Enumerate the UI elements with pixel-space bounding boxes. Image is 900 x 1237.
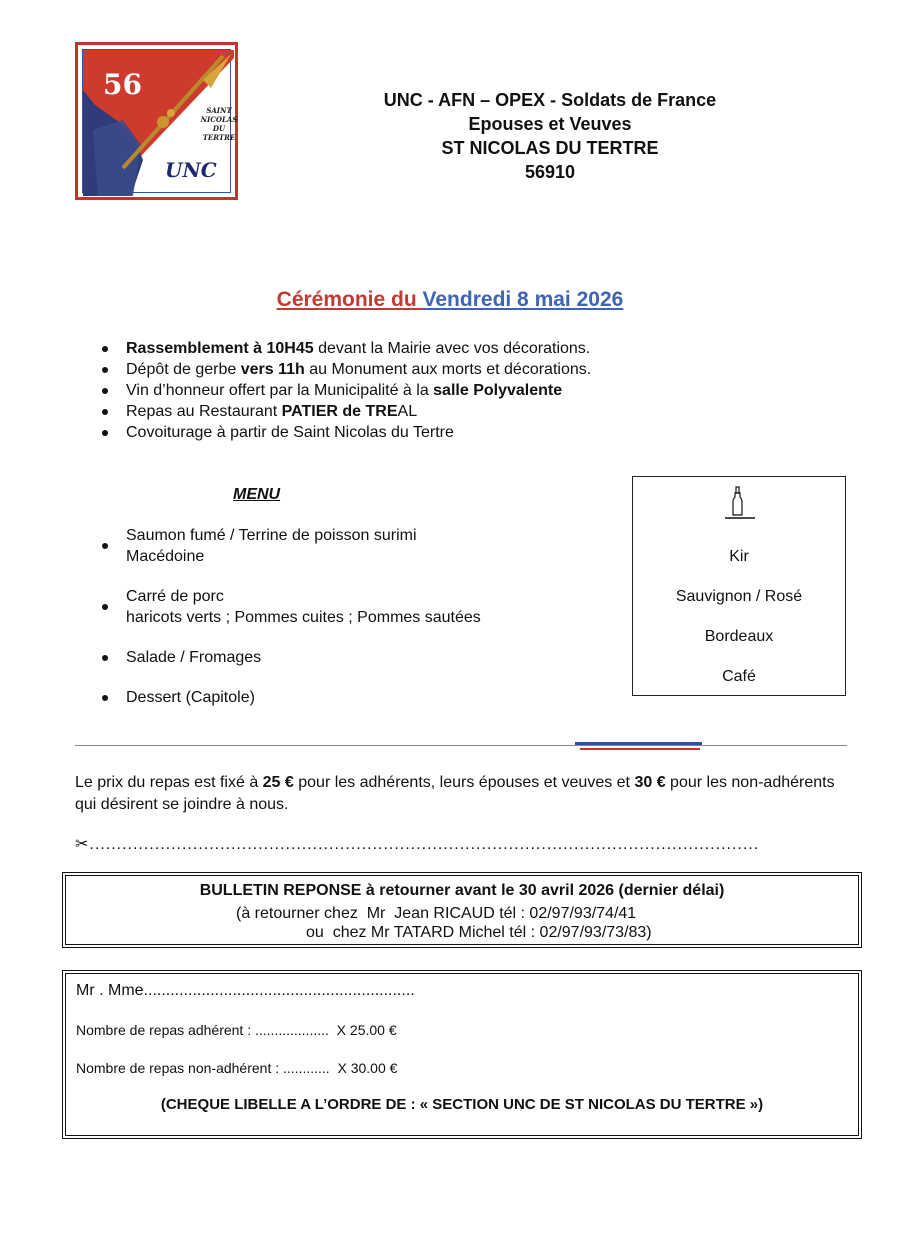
list-item: Rassemblement à 10H45 devant la Mairie avec vos décorations. [100,338,591,359]
list-item: Dépôt de gerbe vers 11h au Monument aux morts et décorations. [100,359,591,380]
list-item: Vin d’honneur offert par la Municipalité à la salle Polyvalente [100,380,591,401]
price-paragraph: Le prix du repas est fixé à 25 € pour les adhérents, leurs épouses et veuves et 30 € pour les non-adhérents qui désirent se joindre à nous. [75,774,835,813]
header-line4: 56910 [524,162,576,182]
drink-item: Bordeaux [704,628,774,645]
cut-line [75,834,759,854]
name-field[interactable]: Mr . Mme............................................................. [76,982,415,999]
menu-item: Carré de porc haricots verts ; Pommes cuites ; Pommes sautées [100,586,481,628]
cheque-instruction: (CHEQUE LIBELLE A L’ORDRE DE : « SECTION UNC DE ST NICOLAS DU TERTRE ») [160,1096,764,1113]
header-line1: UNC - AFN – OPEX - Soldats de France [383,90,717,110]
logo-unc: UNC [165,158,217,182]
list-item: Repas au Restaurant PATIER de TREAL [100,401,591,422]
drink-item: Kir [729,548,749,565]
drink-item: Café [722,668,756,685]
header [300,88,800,184]
reply-form [62,970,862,1139]
separator-red-accent [580,748,700,750]
bulletin-contact2: ou chez Mr TATARD Michel tél : 02/97/93/73/83) [306,924,652,941]
header-line3: ST NICOLAS DU TERTRE [441,138,659,158]
separator-blue-accent [575,742,702,745]
menu-item: Saumon fumé / Terrine de poisson surimi Macédoine [100,525,481,567]
ceremony-title-date: Vendredi 8 mai 2026 [422,288,624,311]
bulletin-contact1: (à retourner chez Mr Jean RICAUD tél : 02/97/93/74/41 [236,905,637,922]
separator-line [75,745,847,746]
drink-item: Sauvignon / Rosé [675,588,803,605]
cut-dots: ........................................................................................................................... [89,836,760,853]
unc-logo [75,42,238,200]
member-meals-field[interactable]: Nombre de repas adhérent : ................... X 25.00 € [76,1022,397,1038]
logo-number: 56 [103,68,142,101]
menu-item: Dessert (Capitole) [100,687,481,708]
list-item: Covoiturage à partir de Saint Nicolas du Tertre [100,422,591,443]
menu-item: Salade / Fromages [100,647,481,668]
nonmember-meals-field[interactable]: Nombre de repas non-adhérent : ............ X 30.00 € [76,1060,398,1076]
header-line2: Epouses et Veuves [468,114,632,134]
scissors-icon: ✂ [75,836,90,853]
bulletin-title: BULLETIN REPONSE à retourner avant le 30 avril 2026 (dernier délai) [199,882,725,899]
logo-town: SAINT NICOLAS DU TERTRE [200,106,238,142]
menu-list [100,525,481,727]
ceremony-title [0,288,900,312]
bulletin-box [62,872,862,948]
menu-title: MENU [233,486,281,503]
wine-bottle-icon [725,485,755,519]
program-list [100,338,591,443]
ceremony-title-part1: Cérémonie du [276,288,423,311]
drinks-box [632,476,846,696]
